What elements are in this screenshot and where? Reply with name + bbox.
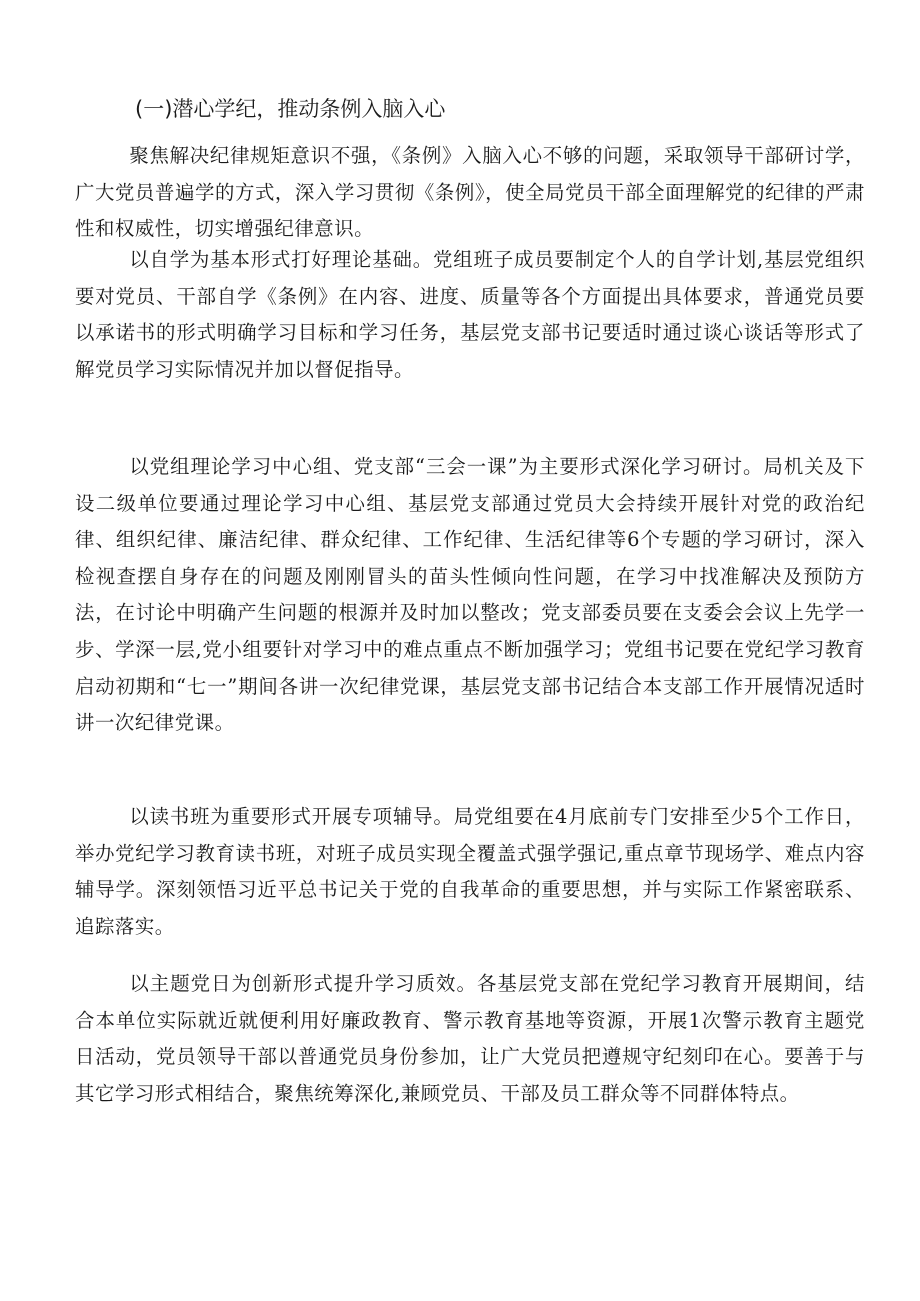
paragraph-intro: 聚焦解决纪律规矩意识不强，《条例》入脑入心不够的问题，采取领导干部研讨学，广大党员普遍学的方式，深入学习贯彻《条例》，使全局党员干部全面理解党的纪律的严肃性和权威性，切实增强纪律意识。 xyxy=(75,144,865,241)
paragraph-group-study: 以党组理论学习中心组、党支部“三会一课”为主要形式深化学习研讨。局机关及下设二级单位要通过理论学习中心组、基层党支部通过党员大会持续开展针对党的政治纪律、组织纪律、廉洁纪律、群众纪律、工作纪律、生活纪律等6个专题的学习研讨，深入检视查摆自身存在的问题及刚刚冒头的苗头性倾向性问题，在学习中找准解决及预防方法，在讨论中明确产生问题的根源并及时加以整改；党支部委员要在支委会会议上先学一步、学深一层,党小组要针对学习中的难点重点不断加强学习；党组书记要在党纪学习教育启动初期和“七一”期间各讲一次纪律党课，基层党支部书记结合本支部工作开展情况适时讲一次纪律党课。 xyxy=(75,455,865,735)
paragraph-reading-class: 以读书班为重要形式开展专项辅导。局党组要在4月底前专门安排至少5个工作日，举办党纪学习教育读书班，对班子成员实现全覆盖式强学强记,重点章节现场学、难点内容辅导学。深刻领悟习近平总书记关于党的自我革命的重要思想，并与实际工作紧密联系、追踪落实。 xyxy=(75,805,865,938)
paragraph-theme-day: 以主题党日为创新形式提升学习质效。各基层党支部在党纪学习教育开展期间，结合本单位实际就近就便利用好廉政教育、警示教育基地等资源，开展1次警示教育主题党日活动，党员领导干部以普通党员身份参加，让广大党员把遵规守纪刻印在心。要善于与其它学习形式相结合，聚焦统筹深化,兼顾党员、干部及员工群众等不同群体特点。 xyxy=(75,972,865,1105)
section-heading: (一)潜心学纪，推动条例入脑入心 xyxy=(135,97,446,121)
paragraph-self-study: 以自学为基本形式打好理论基础。党组班子成员要制定个人的自学计划,基层党组织要对党员、干部自学《条例》在内容、进度、质量等各个方面提出具体要求，普通党员要以承诺书的形式明确学习目标和学习任务，基层党支部书记要适时通过谈心谈话等形式了解党员学习实际情况并加以督促指导。 xyxy=(75,248,865,381)
